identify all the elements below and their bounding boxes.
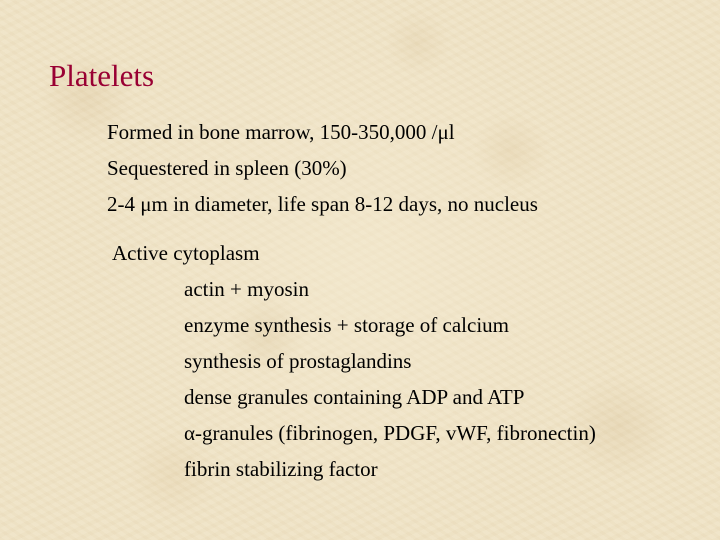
intro-line-diameter: 2-4 μm in diameter, life span 8-12 days, no nucleus: [107, 192, 538, 216]
list-item-actin-myosin: actin + myosin: [184, 277, 309, 301]
list-item-prostaglandins: synthesis of prostaglandins: [184, 349, 412, 373]
intro-line-sequestered: Sequestered in spleen (30%): [107, 156, 347, 180]
list-item-alpha-granules: α-granules (fibrinogen, PDGF, vWF, fibronectin): [184, 421, 596, 445]
list-item-enzyme-synthesis: enzyme synthesis + storage of calcium: [184, 313, 509, 337]
section-heading-active-cytoplasm: Active cytoplasm: [112, 241, 260, 265]
list-item-fibrin-factor: fibrin stabilizing factor: [184, 457, 378, 481]
intro-line-formed: Formed in bone marrow, 150-350,000 /μl: [107, 120, 455, 144]
list-item-dense-granules: dense granules containing ADP and ATP: [184, 385, 525, 409]
slide-title: Platelets: [49, 58, 155, 93]
